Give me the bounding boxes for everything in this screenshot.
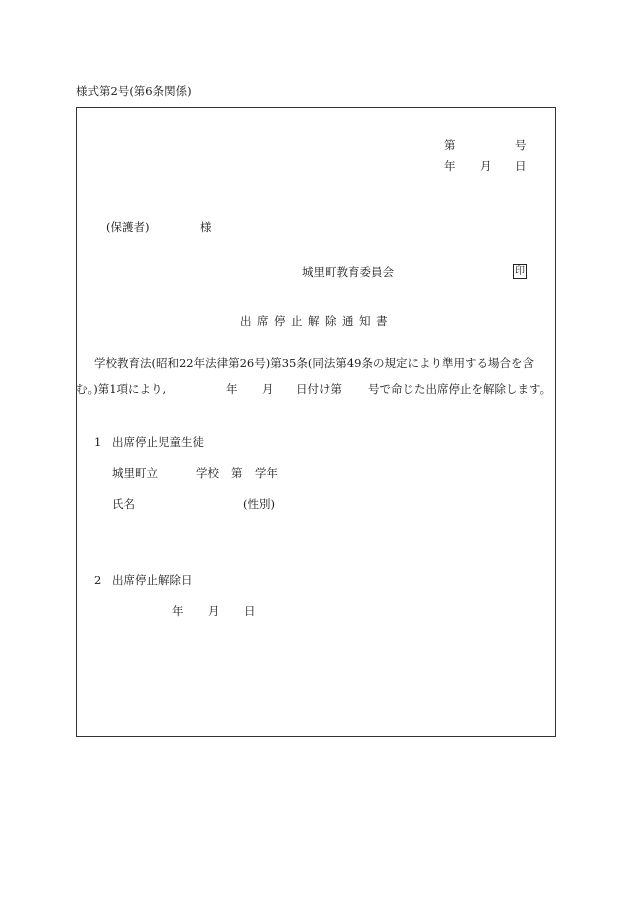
number-prefix: 第 — [444, 138, 456, 152]
body-line-2-year: 年 — [226, 382, 238, 396]
body-line-2-day: 日付け第 — [296, 382, 342, 396]
date-month: 月 — [480, 159, 492, 173]
grade-suffix: 学年 — [255, 466, 278, 480]
student-gender-label: (性別) — [243, 497, 275, 511]
release-month: 月 — [208, 604, 220, 618]
release-day: 日 — [244, 604, 256, 618]
body-line-1: 学校教育法(昭和22年法律第26号)第35条(同法第49条の規定により準用する場合を含 — [94, 356, 534, 370]
number-suffix: 号 — [515, 138, 527, 152]
document-title: 出席停止解除通知書 — [240, 314, 393, 328]
date-day: 日 — [515, 159, 527, 173]
document-frame — [76, 107, 556, 737]
school-suffix: 学校 — [196, 466, 219, 480]
section-2-heading: 出席停止解除日 — [112, 573, 193, 587]
seal-stamp: 印 — [515, 266, 525, 277]
body-line-2-month: 月 — [262, 382, 274, 396]
section-2-number: 2 — [94, 573, 102, 587]
student-name-label: 氏名 — [112, 497, 135, 511]
addressee-label: (保護者) — [106, 220, 150, 234]
section-1-heading: 出席停止児童生徒 — [112, 435, 204, 449]
addressee-honorific: 様 — [200, 220, 212, 234]
issuer-name: 城里町教育委員会 — [302, 265, 394, 279]
grade-prefix: 第 — [231, 466, 243, 480]
section-1-number: 1 — [94, 435, 102, 449]
body-line-2-start: む。)第1項により, — [76, 382, 167, 396]
date-year: 年 — [444, 159, 456, 173]
release-year: 年 — [172, 604, 184, 618]
school-prefix: 城里町立 — [112, 466, 158, 480]
body-line-2-end: 号で命じた出席停止を解除します。 — [368, 382, 552, 396]
form-label: 様式第2号(第6条関係) — [76, 84, 192, 98]
